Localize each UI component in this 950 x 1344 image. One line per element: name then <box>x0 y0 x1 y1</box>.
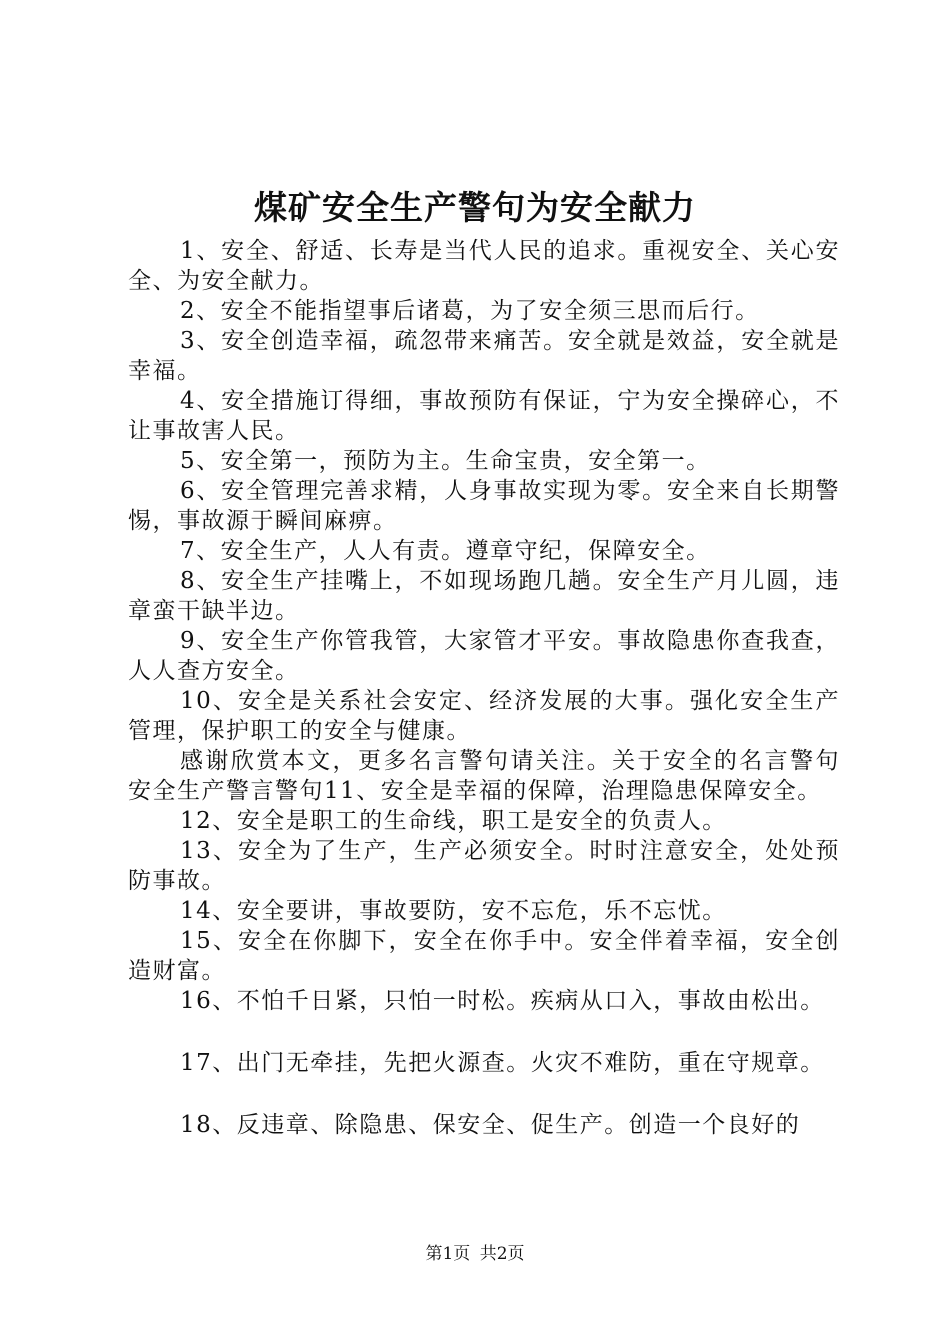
document-title: 煤矿安全生产警句为安全献力 <box>254 188 696 227</box>
paragraph-4: 4、安全措施订得细，事故预防有保证，宁为安全操碎心，不让事故害人民。 <box>128 388 840 444</box>
document-body <box>128 236 840 1140</box>
paragraph-thanks: 感谢欣赏本文，更多名言警句请关注。关于安全的名言警句安全生产警言警句11、安全是幸福的保障，治理隐患保障安全。 <box>128 748 840 804</box>
paragraph-15: 15、安全在你脚下，安全在你手中。安全伴着幸福，安全创造财富。 <box>128 928 840 984</box>
paragraph-2: 2、安全不能指望事后诸葛，为了安全须三思而后行。 <box>180 298 760 324</box>
paragraph-3: 3、安全创造幸福，疏忽带来痛苦。安全就是效益，安全就是幸福。 <box>128 328 840 384</box>
paragraph-10: 10、安全是关系社会安定、经济发展的大事。强化安全生产管理，保护职工的安全与健康。 <box>128 688 840 744</box>
page-footer <box>0 1242 950 1266</box>
paragraph-1: 1、安全、舒适、长寿是当代人民的追求。重视安全、关心安全、为安全献力。 <box>128 238 840 294</box>
page-number-current: 第1页 <box>425 1244 471 1264</box>
paragraph-13: 13、安全为了生产，生产必须安全。时时注意安全，处处预防事故。 <box>128 838 840 894</box>
paragraph-8: 8、安全生产挂嘴上，不如现场跑几趟。安全生产月儿圆，违章蛮干缺半边。 <box>128 568 840 624</box>
page-number-total: 共2页 <box>479 1244 525 1264</box>
paragraph-14: 14、安全要讲，事故要防，安不忘危，乐不忘忧。 <box>180 898 727 924</box>
paragraph-12: 12、安全是职工的生命线，职工是安全的负责人。 <box>180 808 727 834</box>
paragraph-6: 6、安全管理完善求精，人身事故实现为零。安全来自长期警惕，事故源于瞬间麻痹。 <box>128 478 840 534</box>
paragraph-18: 18、反违章、除隐患、保安全、促生产。创造一个良好的 <box>180 1112 801 1138</box>
paragraph-9: 9、安全生产你管我管，大家管才平安。事故隐患你查我查，人人查方安全。 <box>128 628 840 684</box>
paragraph-16: 16、不怕千日紧，只怕一时松。疾病从口入，事故由松出。 <box>180 988 825 1014</box>
paragraph-5: 5、安全第一，预防为主。生命宝贵，安全第一。 <box>180 448 711 474</box>
paragraph-7: 7、安全生产，人人有责。遵章守纪，保障安全。 <box>180 538 711 564</box>
paragraph-17: 17、出门无牵挂，先把火源查。火灾不难防，重在守规章。 <box>180 1050 825 1076</box>
